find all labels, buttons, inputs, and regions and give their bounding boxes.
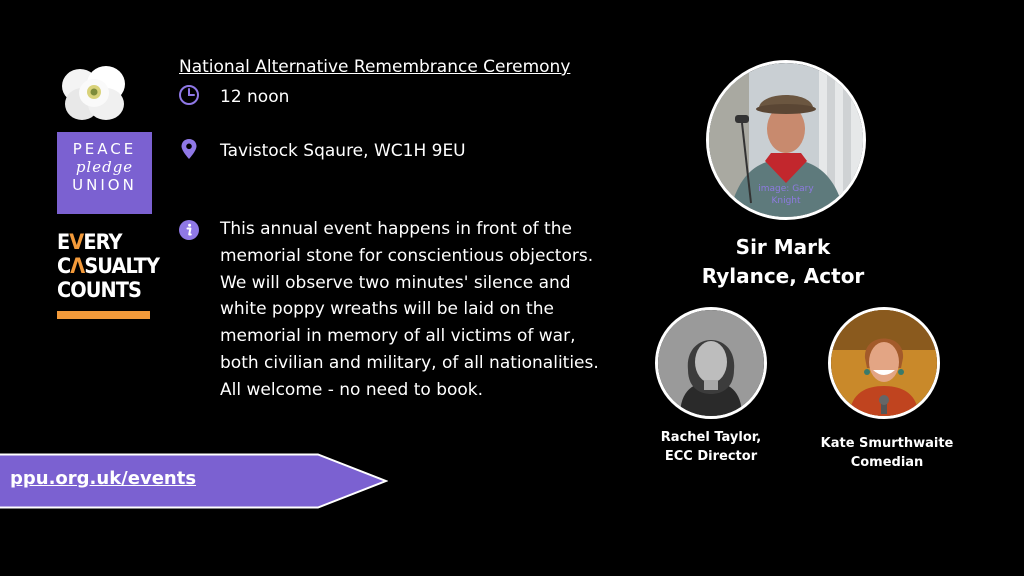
clock-icon (178, 84, 200, 106)
event-description: This annual event happens in front of the memorial stone for conscientious objectors. We will observe two minutes' silence and white poppy wreaths will be laid on the memorial in memory of all victims of war, both civilian and military, of all nationalities. All welcome - no need to book. (220, 219, 599, 400)
ppu-logo-peace: PEACE (72, 140, 137, 158)
ppu-logo-union: UNION (72, 176, 137, 194)
white-poppy-logo (60, 60, 128, 124)
ppu-logo-pledge: pledge (75, 158, 134, 176)
event-location: Tavistock Sqaure, WC1H 9EU (220, 141, 466, 161)
speaker-photo-rachel-taylor (655, 307, 767, 419)
speaker-portrait (658, 310, 764, 416)
speaker-name-kate-smurthwaite: Kate Smurthwaite Comedian (820, 436, 954, 470)
peace-pledge-union-logo (57, 132, 152, 214)
speaker-portrait (831, 310, 937, 416)
speaker-name-mark-rylance: Sir Mark Rylance, Actor (701, 235, 865, 288)
event-description-row (178, 216, 608, 404)
event-title-link[interactable]: National Alternative Remembrance Ceremony (179, 57, 571, 77)
every-casualty-counts-logo (57, 230, 160, 302)
ecc-logo-line1: EVERY (57, 230, 122, 254)
ecc-logo-line3: COUNTS (57, 278, 142, 302)
ecc-logo-bar (57, 311, 150, 319)
events-url-link[interactable]: ppu.org.uk/events (10, 468, 197, 489)
map-pin-icon (178, 138, 200, 160)
info-icon (178, 219, 200, 241)
photo-credit: image: Gary Knight (758, 184, 814, 206)
speaker-name-rachel-taylor: Rachel Taylor, ECC Director (660, 430, 762, 464)
event-location-row (178, 138, 466, 164)
speaker-photo-mark-rylance (706, 60, 866, 220)
event-time-row (178, 84, 289, 110)
speaker-photo-kate-smurthwaite (828, 307, 940, 419)
ecc-logo-line2: CΛSUALTY (57, 254, 160, 278)
event-time: 12 noon (220, 87, 290, 107)
